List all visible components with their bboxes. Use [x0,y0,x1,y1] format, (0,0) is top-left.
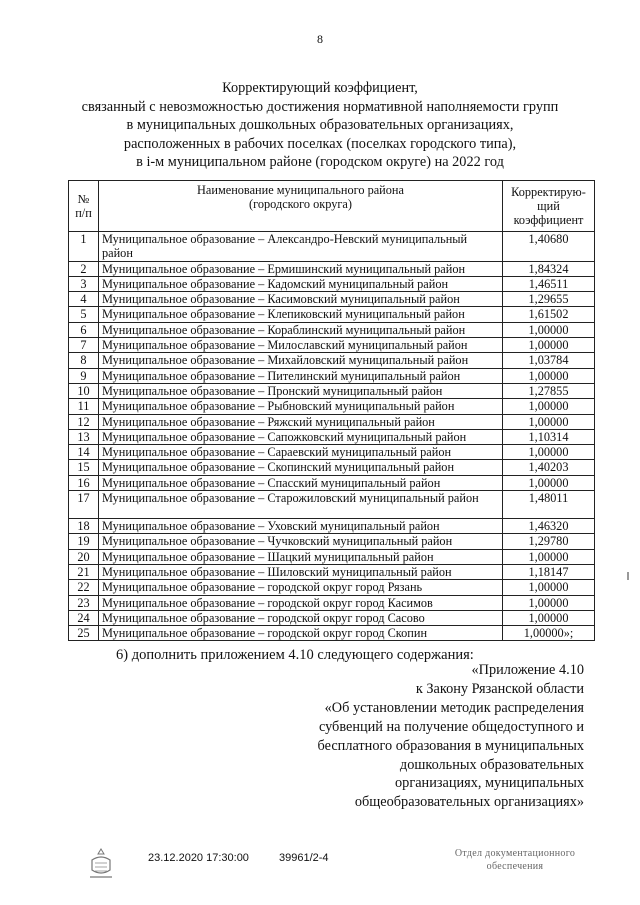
row-coefficient: 1,00000 [503,368,595,383]
row-coefficient: 1,18147 [503,564,595,579]
row-coefficient: 1,46511 [503,276,595,291]
row-coefficient: 1,46320 [503,519,595,534]
appendix-line: бесплатного образования в муниципальных [317,737,584,754]
table-row [69,292,595,307]
row-coefficient: 1,00000 [503,338,595,353]
row-coefficient: 1,00000 [503,610,595,625]
row-district-name: Муниципальное образование – Чучковский муниципальный район [99,534,503,549]
table-row [69,368,595,383]
row-number: 11 [69,399,99,414]
row-number: 14 [69,445,99,460]
row-district-name: Муниципальное образование – Скопинский муниципальный район [99,460,503,475]
table-row [69,276,595,291]
amendment-text: 6) дополнить приложением 4.10 следующего содержания: [116,647,474,663]
row-district-name: Муниципальное образование – городской округ город Скопин [99,626,503,641]
row-district-name: Муниципальное образование – Пителинский муниципальный район [99,368,503,383]
row-coefficient: 1,00000 [503,595,595,610]
appendix-line: субвенций на получение общедоступного и [318,718,584,735]
row-number: 1 [69,232,99,262]
footer-datetime: 23.12.2020 17:30:00 [148,852,249,864]
table-body [69,232,595,641]
row-district-name: Муниципальное образование – Клепиковский муниципальный район [99,307,503,322]
row-number: 23 [69,595,99,610]
row-coefficient: 1,40680 [503,232,595,262]
row-district-name: Муниципальное образование – Касимовский муниципальный район [99,292,503,307]
row-district-name: Муниципальное образование – Ряжский муниципальный район [99,414,503,429]
title-line: расположенных в рабочих поселках (поселках городского типа), [123,135,517,152]
row-district-name: Муниципальное образование – Сапожковский муниципальный район [99,429,503,444]
row-coefficient: 1,00000 [503,549,595,564]
row-number: 22 [69,580,99,595]
footer-department-stamp: Отдел документационного обеспечения [454,848,576,872]
row-number: 13 [69,429,99,444]
margin-mark [627,572,629,580]
coefficient-table [68,180,595,641]
row-district-name: Муниципальное образование – Милославский муниципальный район [99,338,503,353]
table-row [69,445,595,460]
row-number: 19 [69,534,99,549]
table-row [69,322,595,337]
header-coefficient: Корректирую- щий коэффициент [503,181,595,232]
table-row [69,261,595,276]
row-district-name: Муниципальное образование – Старожиловский муниципальный район [99,491,503,519]
title-line: Корректирующий коэффициент, [222,80,418,96]
row-number: 21 [69,564,99,579]
row-district-name: Муниципальное образование – Александро-Невский муниципальный район [99,232,503,262]
row-district-name: Муниципальное образование – Рыбновский муниципальный район [99,399,503,414]
row-number: 12 [69,414,99,429]
title-line: в муниципальных дошкольных образовательных организациях, [126,117,514,134]
table-row [69,519,595,534]
table-row [69,626,595,641]
row-district-name: Муниципальное образование – Уховский муниципальный район [99,519,503,534]
emblem-icon [86,846,116,882]
row-coefficient: 1,00000 [503,399,595,414]
row-number: 18 [69,519,99,534]
table-row [69,399,595,414]
row-number: 17 [69,491,99,519]
table-row [69,475,595,490]
row-number: 8 [69,353,99,368]
table-row [69,610,595,625]
row-coefficient: 1,40203 [503,460,595,475]
row-coefficient: 1,48011 [503,491,595,519]
row-number: 5 [69,307,99,322]
row-number: 3 [69,276,99,291]
row-number: 4 [69,292,99,307]
table-row [69,429,595,444]
row-coefficient: 1,00000 [503,322,595,337]
row-district-name: Муниципальное образование – Сараевский муниципальный район [99,445,503,460]
appendix-line: дошкольных образовательных [399,756,584,773]
row-district-name: Муниципальное образование – Кадомский муниципальный район [99,276,503,291]
row-coefficient: 1,29780 [503,534,595,549]
row-district-name: Муниципальное образование – городской округ город Рязань [99,580,503,595]
row-district-name: Муниципальное образование – Спасский муниципальный район [99,475,503,490]
table-row [69,353,595,368]
document-title [60,79,580,172]
row-number: 7 [69,338,99,353]
table-row [69,338,595,353]
row-district-name: Муниципальное образование – Кораблинский муниципальный район [99,322,503,337]
table-row [69,595,595,610]
appendix-line: «Приложение 4.10 [471,662,584,678]
table-row [69,307,595,322]
row-number: 16 [69,475,99,490]
row-district-name: Муниципальное образование – Ермишинский муниципальный район [99,261,503,276]
table-row [69,232,595,262]
row-number: 24 [69,610,99,625]
row-district-name: Муниципальное образование – Шацкий муниципальный район [99,549,503,564]
row-number: 15 [69,460,99,475]
row-coefficient: 1,00000 [503,475,595,490]
row-district-name: Муниципальное образование – Шиловский муниципальный район [99,564,503,579]
appendix-heading [318,661,584,812]
table-header-row [69,181,595,232]
row-coefficient: 1,00000 [503,414,595,429]
header-name: Наименование муниципального района (городского округа) [99,181,503,232]
table-row [69,564,595,579]
row-number: 10 [69,383,99,398]
header-num: № п/п [69,181,99,232]
appendix-line: организациях, муниципальных [395,775,584,792]
table-row [69,414,595,429]
table-row [69,383,595,398]
table-row [69,549,595,564]
row-coefficient: 1,00000 [503,580,595,595]
appendix-line: общеобразовательных организациях» [354,794,584,811]
row-coefficient: 1,27855 [503,383,595,398]
row-district-name: Муниципальное образование – городской округ город Сасово [99,610,503,625]
table-row [69,534,595,549]
row-coefficient: 1,00000 [503,445,595,460]
page-number: 8 [317,32,323,46]
row-number: 6 [69,322,99,337]
row-district-name: Муниципальное образование – Пронский муниципальный район [99,383,503,398]
appendix-line: к Закону Рязанской области [415,680,584,697]
row-coefficient: 1,03784 [503,353,595,368]
row-district-name: Муниципальное образование – Михайловский муниципальный район [99,353,503,368]
row-coefficient: 1,10314 [503,429,595,444]
row-number: 2 [69,261,99,276]
title-line: связанный с невозможностью достижения нормативной наполняемости групп [81,98,559,115]
row-number: 25 [69,626,99,641]
appendix-line: «Об установлении методик распределения [324,699,584,716]
title-line: в i-м муниципальном районе (городском округе) на 2022 год [136,154,504,171]
table-row [69,491,595,519]
footer-registration-number: 39961/2-4 [279,852,329,864]
row-coefficient: 1,84324 [503,261,595,276]
row-coefficient: 1,00000»; [503,626,595,641]
row-district-name: Муниципальное образование – городской округ город Касимов [99,595,503,610]
table-row [69,580,595,595]
table-row [69,460,595,475]
row-number: 20 [69,549,99,564]
row-coefficient: 1,61502 [503,307,595,322]
row-number: 9 [69,368,99,383]
row-coefficient: 1,29655 [503,292,595,307]
